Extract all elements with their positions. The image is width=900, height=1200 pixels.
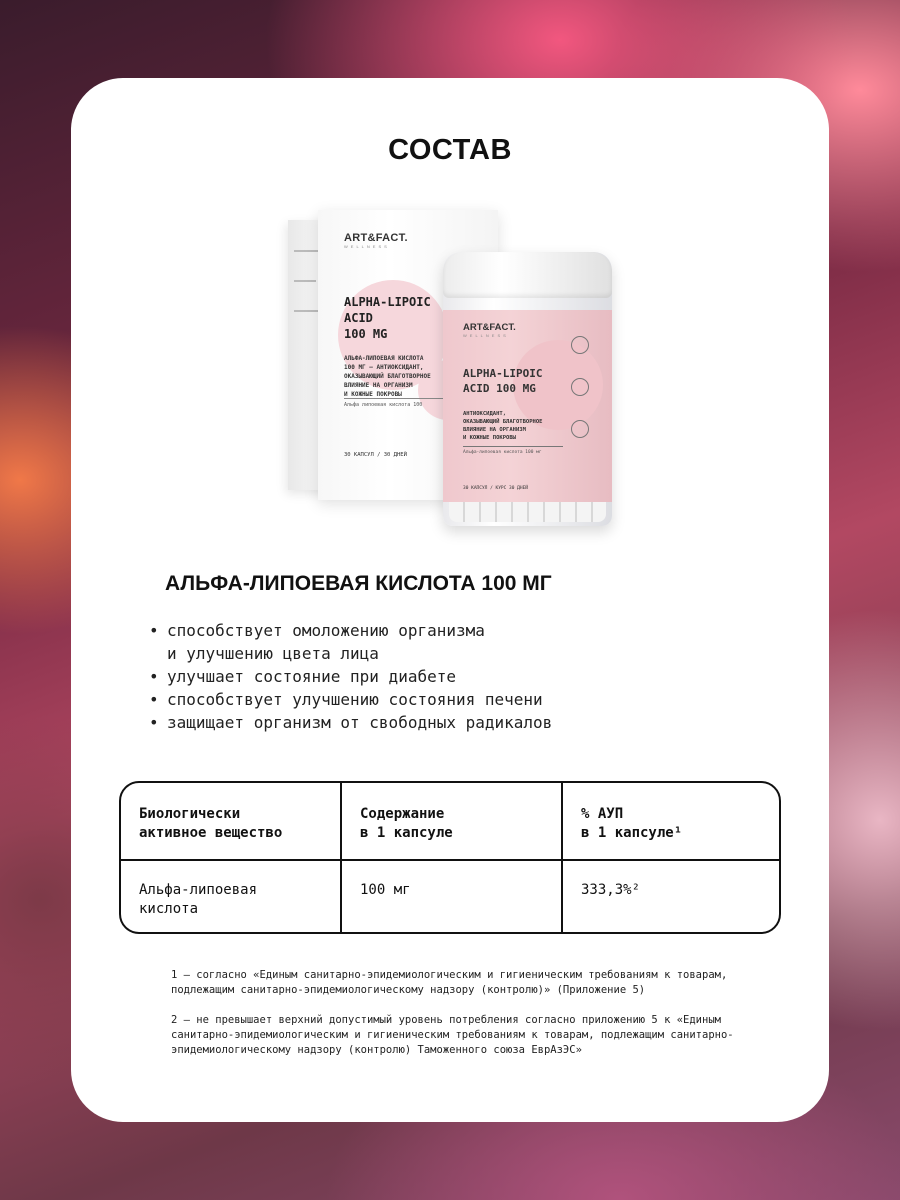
benefits-list [149, 619, 552, 734]
table-cell-substance: Альфа-липоевая кислота [139, 882, 258, 917]
jar-brand-logo: ART&FACT. WELLNESS [463, 322, 516, 338]
capsules-visible [449, 502, 606, 522]
footnote-1: 1 — согласно «Единым санитарно-эпидемиологическим и гигиеническим требованиям к товарам, подлежащим санитарно-эпидемиологическому надзору (контролю)» (Приложение 5) [171, 969, 728, 996]
table-header-substance: Биологически активное вещество [139, 806, 283, 841]
product-jar [443, 252, 612, 526]
benefit-item: • улучшает состояние при диабете [149, 667, 456, 686]
composition-table [119, 781, 781, 934]
box-capsule-count: 30 КАПСУЛ / 30 ДНЕЙ [344, 452, 407, 458]
content-card [71, 78, 829, 1122]
jar-description: АНТИОКСИДАНТ, ОКАЗЫВАЮЩИЙ БЛАГОТВОРНОЕ ВЛИЯНИЕ НА ОРГАНИЗМ И КОЖНЫЕ ПОКРОВЫ [463, 411, 543, 441]
footnote-2: 2 — не превышает верхний допустимый уровень потребления согласно приложению 5 к «Единым санитарно-эпидемиологическим и гигиеническим требованиям к товарам, подлежащим санитарно-эпидемиологическому надзору (контролю) Таможенного союза ЕврАзЭС» [171, 1014, 734, 1056]
box-description: АЛЬФА-ЛИПОЕВАЯ КИСЛОТА 100 МГ — АНТИОКСИДАНТ, ОКАЗЫВАЮЩИЙ БЛАГОТВОРНОЕ ВЛИЯНИЕ НА ОРГАНИЗМ И КОЖНЫЕ ПОКРОВЫ [344, 355, 431, 398]
jar-content-line: Альфа-липоевая кислота 100 мг [463, 450, 542, 455]
box-brand-logo: ART&FACT. WELLNESS [344, 232, 408, 249]
benefit-item: • способствует омоложению организма и улучшению цвета лица [149, 621, 485, 663]
jar-capsule-count: 30 КАПСУЛ / КУРС 30 ДНЕЙ [463, 486, 529, 491]
box-product-name: ALPHA-LIPOIC ACID 100 MG [344, 295, 431, 341]
product-image [288, 196, 612, 526]
jar-cap [443, 252, 612, 298]
jar-product-name: ALPHA-LIPOIC ACID 100 MG [463, 367, 543, 395]
jar-side-icons [571, 336, 595, 462]
page-title: СОСТАВ [388, 134, 512, 166]
table-header-aup: % АУП в 1 капсуле¹ [581, 806, 683, 841]
product-title: АЛЬФА-ЛИПОЕВАЯ КИСЛОТА 100 МГ [165, 572, 552, 595]
benefit-item: • способствует улучшению состояния печени [149, 690, 543, 709]
table-cell-aup: 333,3%² [581, 882, 641, 898]
box-content-line: Альфа липоевая кислота 100 [344, 402, 423, 408]
benefit-item: • защищает организм от свободных радикалов [149, 713, 553, 732]
jar-label [443, 310, 612, 502]
table-cell-content: 100 мг [360, 882, 411, 898]
footnotes [171, 968, 751, 1073]
table-header-content: Содержание в 1 капсуле [360, 806, 453, 841]
